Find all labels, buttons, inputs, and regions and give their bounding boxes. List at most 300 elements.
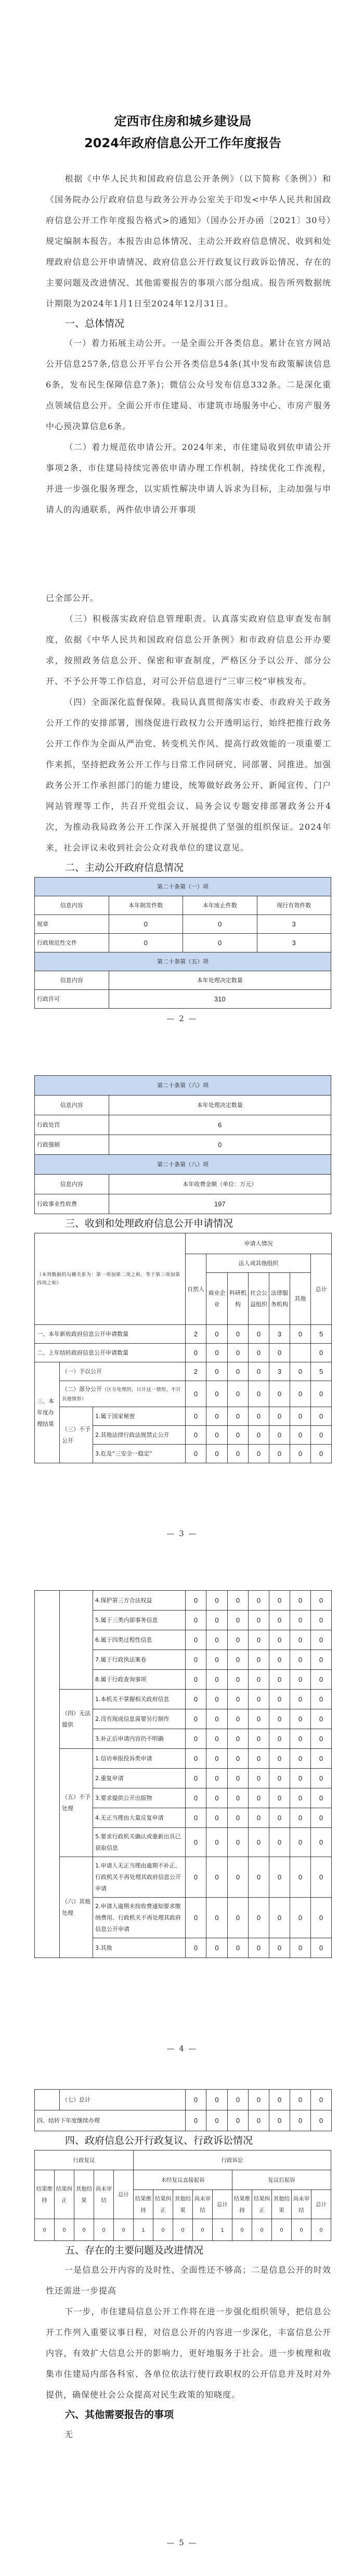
cell-public-welfare: 0 [249, 1362, 269, 1381]
cell-public-welfare: 0 [249, 1344, 269, 1362]
row-label: 行政强制 [35, 1135, 109, 1155]
cell-commercial: 0 [206, 1344, 228, 1362]
row-label: 7.属于行政执法案卷 [93, 1650, 186, 1670]
cell-repealed: 0 [183, 915, 257, 934]
cell-total: 0 [311, 1857, 332, 1898]
intro-text: 根据《中华人民共和国政府信息公开条例》（以下简称《条例》）和《国务院办公厅政府信息与政务公开办公室关于印发<中华人民共和国政府信息公开工作年度报告格式>的通知》（国办公开办函〔2021〕30号）规定编制本报告。本报告由总体情况、主动公开政府信息情况、收到和处理政府信息公开申请情况、政府信息公开行政复议行政诉讼情况、存在的主要问题及改进情况、其他需要报告的事项六部分组成。报告所列数据统计期限为2024年1月1日至2024年12月31日。 [46, 174, 331, 308]
cell-other: 0 [290, 1769, 311, 1788]
page-number: — 4 — [166, 2044, 198, 2053]
cell-legal-service: 0 [269, 1591, 290, 1611]
after-value: 0 [252, 2219, 272, 2241]
cell-public-welfare: 0 [249, 2090, 269, 2110]
cell-total: 0 [311, 2110, 332, 2131]
band-item-6: 第二十条第（六）项 [35, 1076, 331, 1096]
cell-research: 0 [228, 1670, 249, 1690]
cell-research: 0 [228, 1362, 249, 1381]
row-label: 2.重复申请 [93, 1769, 186, 1788]
header-info-content: 信息内容 [35, 896, 109, 915]
cell-value: 6 [109, 1115, 331, 1135]
partial-label: （二）部分公开 [62, 1385, 102, 1393]
table-row [35, 2219, 331, 2241]
cell-legal-service: 0 [269, 1808, 290, 1828]
cell-commercial: 0 [206, 1591, 228, 1611]
section1-heading: 一、总体情况 [65, 318, 125, 329]
row-label: 规章 [35, 915, 109, 934]
report-title-line1: 定西市住房和城乡建设局 [114, 114, 252, 128]
cell-public-welfare: 0 [249, 1709, 269, 1729]
table-row [35, 990, 331, 1009]
cell-public-welfare: 0 [249, 1407, 269, 1426]
cell-value: 0 [109, 1135, 331, 1155]
cell-legal-service: 3 [269, 1325, 290, 1344]
cell-legal-service: 0 [269, 1938, 290, 1958]
section3-table-part1 [34, 1233, 332, 1463]
row-label: （一）予以公开 [60, 1362, 186, 1381]
cell-natural-person: 2 [186, 1325, 206, 1344]
review-col: 结果维持 [35, 2170, 55, 2219]
cell-natural-person: 0 [186, 1938, 206, 1958]
row-label: 5.属于三类内部事务信息 [93, 1611, 186, 1630]
cell-public-welfare: 0 [249, 1898, 269, 1938]
row-label: 1.本机关不掌握相关政府信息 [93, 1690, 186, 1709]
row-label: 6.属于四类过程性信息 [93, 1630, 186, 1650]
cell-natural-person: 0 [186, 1445, 206, 1463]
cell-legal-service: 0 [269, 2090, 290, 2110]
cell-legal-service: 0 [269, 1857, 290, 1898]
cell-commercial: 0 [206, 1828, 228, 1857]
cell-natural-person: 0 [186, 1591, 206, 1611]
cell-value: 197 [109, 1194, 331, 1214]
cell-natural-person: 0 [186, 1344, 206, 1362]
cell-research: 0 [228, 1344, 249, 1362]
direct-value: 1 [134, 2219, 153, 2241]
cell-commercial: 0 [206, 2090, 228, 2110]
col-commercial: 商业企业 [206, 1273, 228, 1325]
cell-other: 0 [290, 1630, 311, 1650]
direct-suit-header: 未经复议直接起诉 [134, 2170, 232, 2190]
cell-legal-service: 0 [269, 1898, 290, 1938]
cell-research: 0 [228, 1729, 249, 1749]
row-label: 四、结转下年度继续办理 [35, 2110, 186, 2131]
cell-legal-service: 0 [269, 1445, 290, 1463]
cell-total: 0 [311, 1591, 332, 1611]
cell-legal-service: 0 [269, 1828, 290, 1857]
cell-commercial: 0 [206, 1650, 228, 1670]
cell-legal-service: 0 [269, 1407, 290, 1426]
cell-research: 0 [228, 1325, 249, 1344]
cell-other: 0 [290, 1670, 311, 1690]
cell-commercial: 0 [206, 1381, 228, 1407]
cell-legal-service: 3 [269, 1362, 290, 1381]
row-label: 3.补正后申请内容仍不明确 [93, 1729, 186, 1749]
cell-total: 5 [311, 1325, 332, 1344]
cell-public-welfare: 0 [249, 1769, 269, 1788]
cell-total: 0 [311, 1788, 332, 1808]
table-row [35, 1115, 331, 1135]
cell-other: 0 [290, 1426, 311, 1445]
col-other: 其他 [290, 1273, 311, 1325]
cell-commercial: 0 [206, 1690, 228, 1709]
cell-commercial: 0 [206, 1362, 228, 1381]
cell-natural-person: 0 [186, 1381, 206, 1407]
result-group-continued [35, 1591, 60, 1958]
cell-public-welfare: 0 [249, 1857, 269, 1898]
cell-other: 0 [290, 1808, 311, 1828]
section1-paragraph-1 [46, 333, 331, 437]
section1-p2a-text: （二）着力规范依申请公开。2024年来，市住建局收到依申请公开事项2条，市住建局持续完善依申请办理工作机制，持续优化工作流程，并进一步强化服务理念，以实质性解决申请人诉求为目标，主动加强与申请人的沟通联系，两件依申请公开事项 [46, 442, 331, 514]
cell-commercial: 0 [206, 1611, 228, 1630]
cell-commercial: 0 [206, 1729, 228, 1749]
page-number: — 5 — [166, 2538, 198, 2547]
cell-other: 0 [290, 2110, 311, 2131]
cell-commercial: 0 [206, 1325, 228, 1344]
cell-natural-person: 0 [186, 1828, 206, 1857]
after-col: 尚未审结 [292, 2190, 311, 2219]
cell-total: 0 [311, 2090, 332, 2110]
cell-issued: 0 [109, 934, 183, 952]
section1-p1-text: （一）着力拓展主动公开。一是全面公开各类信息。累计在官方网站公开信息257条,信息公开平台公开各类信息54条(其中发布政策解读信息6条，发布民生保障信息7条)；微信公众号发布信息332条。二是深化重点领域信息公开。全面公开市住建局、市建筑市场服务中心、市房产服务中心预决算信息6条。 [46, 338, 331, 431]
row-label: 1.属于国家秘密 [93, 1407, 186, 1426]
after-col: 其他结果 [272, 2190, 292, 2219]
group-label-not-process: （五）不予处理 [60, 1749, 93, 1857]
cell-natural-person: 0 [186, 1769, 206, 1788]
review-header: 行政复议 [35, 2150, 134, 2170]
row-label: 3.要求提供公开出版物 [93, 1788, 186, 1808]
cell-legal-service: 0 [269, 1788, 290, 1808]
section5-paragraph-2 [46, 2301, 331, 2405]
direct-col: 结果纠正 [153, 2190, 173, 2219]
result-group-continued [35, 2090, 60, 2110]
cell-research: 0 [228, 1788, 249, 1808]
page-2 [0, 515, 364, 1030]
section1-paragraph-3 [46, 609, 331, 692]
cell-other: 0 [290, 1749, 311, 1769]
cell-valid: 3 [257, 915, 331, 934]
cell-research: 0 [228, 1381, 249, 1407]
cell-research: 0 [228, 1857, 249, 1898]
cell-public-welfare: 0 [249, 1729, 269, 1749]
cell-research: 0 [228, 2090, 249, 2110]
cell-natural-person: 0 [186, 2090, 206, 2110]
row-label: 1.信访举报投诉类申请 [93, 1749, 186, 1769]
cell-public-welfare: 0 [249, 1788, 269, 1808]
row-label: 2.没有现成信息需要另行制作 [93, 1709, 186, 1729]
cell-natural-person: 0 [186, 1788, 206, 1808]
group-label-other: （六）其他处理 [60, 1857, 93, 1958]
corner-note: （本列数据的勾稽关系为：第一项加第二项之和，等于第三项加第四项之和） [35, 1233, 186, 1325]
cell-total: 0 [311, 1828, 332, 1857]
cell-research: 0 [228, 1898, 249, 1938]
cell-legal-service: 0 [269, 1749, 290, 1769]
col-research: 科研机构 [228, 1273, 249, 1325]
result-group-label: 三、本年度办理结果 [35, 1362, 60, 1463]
direct-col: 结果维持 [134, 2190, 153, 2219]
review-col: 尚未审结 [94, 2170, 114, 2219]
cell-public-welfare: 0 [249, 1938, 269, 1958]
cell-total: 0 [311, 1344, 332, 1362]
header-info-content: 信息内容 [35, 1096, 109, 1115]
section1-paragraph-4 [46, 692, 331, 858]
cell-other: 0 [290, 1362, 311, 1381]
row-label: 3.危及“三安全一稳定” [93, 1445, 186, 1463]
table-row [35, 1749, 332, 1769]
table-row [35, 1857, 332, 1898]
cell-value: 310 [109, 990, 331, 1009]
direct-value: 0 [173, 2219, 193, 2241]
cell-other: 0 [290, 1325, 311, 1344]
cell-public-welfare: 0 [249, 1381, 269, 1407]
row-label [60, 1381, 186, 1407]
cell-legal-service: 0 [269, 1709, 290, 1729]
cell-commercial: 0 [206, 1709, 228, 1729]
section1-p4-text: （四）全面深化监督保障。我局认真贯彻落实市委、市政府关于政务公开工作的安排部署，围绕促进行政权力公开透明运行，始终把推行政务公开工作作为全面从严治党、转变机关作风、提高行政效能的一项重要工作来抓，坚持把政务公开工作与日常工作同研究、同部署、同推进。加强政务公开工作承担部门的能力建设，统筹做好政务公开、新闻宣传、门户网站管理等工作，共召开党组会议、局务会议专题安排部署政务公开4次，为推动我局政务公开工作深入开展提供了坚强的组织保证。2024年来，社会评议未收到社会公众对我单位的建议意见。 [46, 697, 331, 853]
cell-total: 0 [311, 1381, 332, 1407]
cell-commercial: 0 [206, 1857, 228, 1898]
cell-total: 0 [311, 1445, 332, 1463]
cell-total: 0 [311, 1709, 332, 1729]
cell-total: 0 [311, 1407, 332, 1426]
litigation-header: 行政诉讼 [134, 2150, 331, 2170]
row-label: 二、上年结转政府信息公开申请数量 [35, 1344, 186, 1362]
section3-heading: 三、收到和处理政府信息公开申请情况 [65, 1218, 233, 1229]
direct-value: 0 [153, 2219, 173, 2241]
cell-commercial: 0 [206, 2110, 228, 2131]
table-row [35, 2110, 332, 2131]
cell-legal-service: 0 [269, 1381, 290, 1407]
cell-natural-person: 0 [186, 1857, 206, 1898]
cell-other: 0 [290, 1591, 311, 1611]
after-review-header: 复议后起诉 [232, 2170, 331, 2190]
cell-natural-person: 0 [186, 1426, 206, 1445]
intro-paragraph [46, 169, 331, 314]
table-row [35, 934, 331, 952]
cell-commercial: 0 [206, 1808, 228, 1828]
after-value: 0 [292, 2219, 311, 2241]
section4-table [34, 2150, 331, 2241]
cell-valid: 3 [257, 934, 331, 952]
cell-total: 0 [311, 1808, 332, 1828]
cell-total: 0 [311, 1630, 332, 1650]
page-1 [0, 0, 364, 515]
header-decisions: 本年处理决定数量 [109, 971, 331, 990]
table-row [35, 1690, 332, 1709]
col-total: 总计 [311, 1254, 332, 1325]
cell-research: 0 [228, 1611, 249, 1630]
header-valid: 现行有效件数 [257, 896, 331, 915]
section5-p2-text: 下一步，市住建局信息公开工作将在进一步强化组织领导，把信息公开工作列入重要议事日程，对信息公开的内容进一步深化，丰富信息公开内容，有效扩大信息公开的影响力，更好地服务于社会。进一步梳理和收集市住建局内部各科室、各单位依法行使行政职权的公开信息并及时对外提供，确保使社会公众提高对民生政策的知晓度。 [46, 2307, 331, 2400]
cell-research: 0 [228, 1808, 249, 1828]
cell-natural-person: 0 [186, 1611, 206, 1630]
table-row [35, 1194, 331, 1214]
cell-research: 0 [228, 1749, 249, 1769]
section6-heading: 六、其他需要报告的事项 [65, 2409, 174, 2420]
table-row [35, 1344, 332, 1362]
section2-heading: 二、主动公开政府信息情况 [65, 862, 184, 873]
band-item-1: 第二十条第（一）项 [35, 878, 331, 896]
cell-public-welfare: 0 [249, 1445, 269, 1463]
table-row [35, 1325, 332, 1344]
section4-heading: 四、政府信息公开行政复议、行政诉讼情况 [65, 2135, 253, 2146]
cell-public-welfare: 0 [249, 1749, 269, 1769]
cell-commercial: 0 [206, 1630, 228, 1650]
legal-entity-header: 法人或其他组织 [206, 1254, 311, 1273]
cell-natural-person: 0 [186, 2110, 206, 2131]
header-info-content: 信息内容 [35, 971, 109, 990]
after-value: 0 [272, 2219, 292, 2241]
cell-legal-service: 0 [269, 1690, 290, 1709]
section5-paragraph-1 [46, 2260, 331, 2301]
header-fee-amount: 本年收费金额（单位：万元） [109, 1175, 331, 1194]
cell-research: 0 [228, 2110, 249, 2131]
cell-legal-service: 0 [269, 1769, 290, 1788]
section2-table-a [34, 877, 331, 1009]
direct-value: 1 [213, 2219, 232, 2241]
direct-col: 其他结果 [173, 2190, 193, 2219]
section1-paragraph-2b: 已全部公开。 [46, 593, 99, 603]
page-5 [0, 2060, 364, 2576]
cell-legal-service: 0 [269, 1650, 290, 1670]
cell-public-welfare: 0 [249, 1650, 269, 1670]
cell-issued: 0 [109, 915, 183, 934]
row-label: 行政处罚 [35, 1115, 109, 1135]
review-value: 0 [74, 2219, 94, 2241]
applicant-header: 申请人情况 [186, 1233, 332, 1254]
row-label: 一、本年新收政府信息公开申请数量 [35, 1325, 186, 1344]
header-repealed: 本年废止件数 [183, 896, 257, 915]
section2-table-b [34, 1075, 331, 1214]
header-issued: 本年制发件数 [109, 896, 183, 915]
cell-public-welfare: 0 [249, 1611, 269, 1630]
col-public-welfare: 社会公益组织 [249, 1273, 269, 1325]
table-row [35, 1135, 331, 1155]
cell-research: 0 [228, 1591, 249, 1611]
row-label: 1.申请人无正当理由逾期不补正、行政机关不再处理其政府信息公开申请 [93, 1857, 186, 1898]
cell-natural-person: 0 [186, 1407, 206, 1426]
partial-note: （区分处理的，只计这一情形，不计其他情形） [62, 1387, 181, 1402]
cell-natural-person: 0 [186, 1898, 206, 1938]
cell-public-welfare: 0 [249, 1808, 269, 1828]
section6-text [46, 2424, 331, 2445]
row-label: 行政规范性文件 [35, 934, 109, 952]
cell-other: 0 [290, 1898, 311, 1938]
header-info-content: 信息内容 [35, 1175, 109, 1194]
cell-other: 0 [290, 1857, 311, 1898]
cell-public-welfare: 0 [249, 1591, 269, 1611]
direct-col: 总计 [213, 2190, 232, 2219]
report-title-line2: 2024年政府信息公开工作年度报告 [84, 136, 281, 150]
cell-research: 0 [228, 1650, 249, 1670]
cell-commercial: 0 [206, 1898, 228, 1938]
cell-research: 0 [228, 1709, 249, 1729]
cell-other: 0 [290, 1729, 311, 1749]
cell-public-welfare: 0 [249, 1426, 269, 1445]
cell-other: 0 [290, 1650, 311, 1670]
cell-total: 0 [311, 1690, 332, 1709]
row-label: 行政许可 [35, 990, 109, 1009]
cell-total: 0 [311, 1749, 332, 1769]
cell-commercial: 0 [206, 1445, 228, 1463]
cell-other: 0 [290, 1938, 311, 1958]
row-label: 8.属于行政查询事项 [93, 1670, 186, 1690]
cell-other [290, 1344, 311, 1362]
cell-natural-person: 0 [186, 1690, 206, 1709]
cell-research: 0 [228, 1426, 249, 1445]
header-decisions: 本年处理决定数量 [109, 1096, 331, 1115]
col-legal-service: 法律服务机构 [269, 1273, 290, 1325]
table-row [35, 2090, 332, 2110]
cell-public-welfare: 0 [249, 1630, 269, 1650]
cell-research: 0 [228, 1938, 249, 1958]
group-label-not-open: （三）不予公开 [60, 1407, 93, 1463]
group-continued-not-open [60, 1591, 93, 1690]
cell-commercial: 0 [206, 1769, 228, 1788]
cell-other: 0 [290, 1828, 311, 1857]
cell-public-welfare: 0 [249, 2110, 269, 2131]
section3-table-part3 [34, 2089, 332, 2131]
after-value: 0 [311, 2219, 331, 2241]
cell-total: 0 [311, 1426, 332, 1445]
cell-other: 0 [290, 1381, 311, 1407]
cell-commercial: 0 [206, 1407, 228, 1426]
cell-natural-person: 0 [186, 1670, 206, 1690]
cell-commercial: 0 [206, 1788, 228, 1808]
band-item-5: 第二十条第（五）项 [35, 952, 331, 971]
cell-other: 0 [290, 1407, 311, 1426]
section6-value: 无 [64, 2429, 74, 2439]
cell-commercial: 0 [206, 1426, 228, 1445]
cell-legal-service: 0 [269, 2110, 290, 2131]
page-4 [0, 1545, 364, 2060]
after-col: 结果维持 [232, 2190, 252, 2219]
section1-p3-text: （三）积极落实政府信息管理职责。认真落实政府信息审查发布制度，依据《中华人民共和国政府信息公开条例》和市政府信息公开办要求，按照政务信息公开、保密和审查制度，严格区分予以公开、部分公开、不予公开等工作信息，对可公开信息进行“三审三校”审核发布。 [46, 614, 331, 686]
cell-legal-service: 0 [269, 1344, 290, 1362]
page-number: — 2 — [166, 1014, 198, 1023]
band-item-8: 第二十条第（八）项 [35, 1155, 331, 1175]
cell-research: 0 [228, 1445, 249, 1463]
cell-legal-service: 0 [269, 1630, 290, 1650]
cell-research: 0 [228, 1690, 249, 1709]
row-label: 4.保护第三方合法权益 [93, 1591, 186, 1611]
cell-legal-service: 0 [269, 1426, 290, 1445]
row-label: （七）总计 [60, 2090, 186, 2110]
table-row [35, 1362, 332, 1381]
cell-natural-person: 2 [186, 1362, 206, 1381]
cell-natural-person: 0 [186, 1709, 206, 1729]
review-value: 0 [55, 2219, 74, 2241]
cell-public-welfare: 0 [249, 1325, 269, 1344]
review-col: 结果纠正 [55, 2170, 74, 2219]
cell-legal-service: 0 [269, 1729, 290, 1749]
cell-other: 0 [290, 1611, 311, 1630]
cell-total: 0 [311, 1650, 332, 1670]
after-value: 0 [232, 2219, 252, 2241]
cell-public-welfare: 0 [249, 1828, 269, 1857]
cell-research: 0 [228, 1828, 249, 1857]
cell-total: 0 [311, 1611, 332, 1630]
cell-total: 0 [311, 1670, 332, 1690]
table-row [35, 1381, 332, 1407]
direct-value: 0 [193, 2219, 213, 2241]
row-label: 行政事业性收费 [35, 1194, 109, 1214]
cell-research: 0 [228, 1407, 249, 1426]
review-col: 总计 [114, 2170, 134, 2219]
section3-table-part2 [34, 1590, 332, 1958]
page-number: — 3 — [166, 1529, 198, 1538]
table-row [35, 915, 331, 934]
cell-natural-person: 0 [186, 1650, 206, 1670]
review-value: 0 [114, 2219, 134, 2241]
cell-public-welfare: 0 [249, 1690, 269, 1709]
